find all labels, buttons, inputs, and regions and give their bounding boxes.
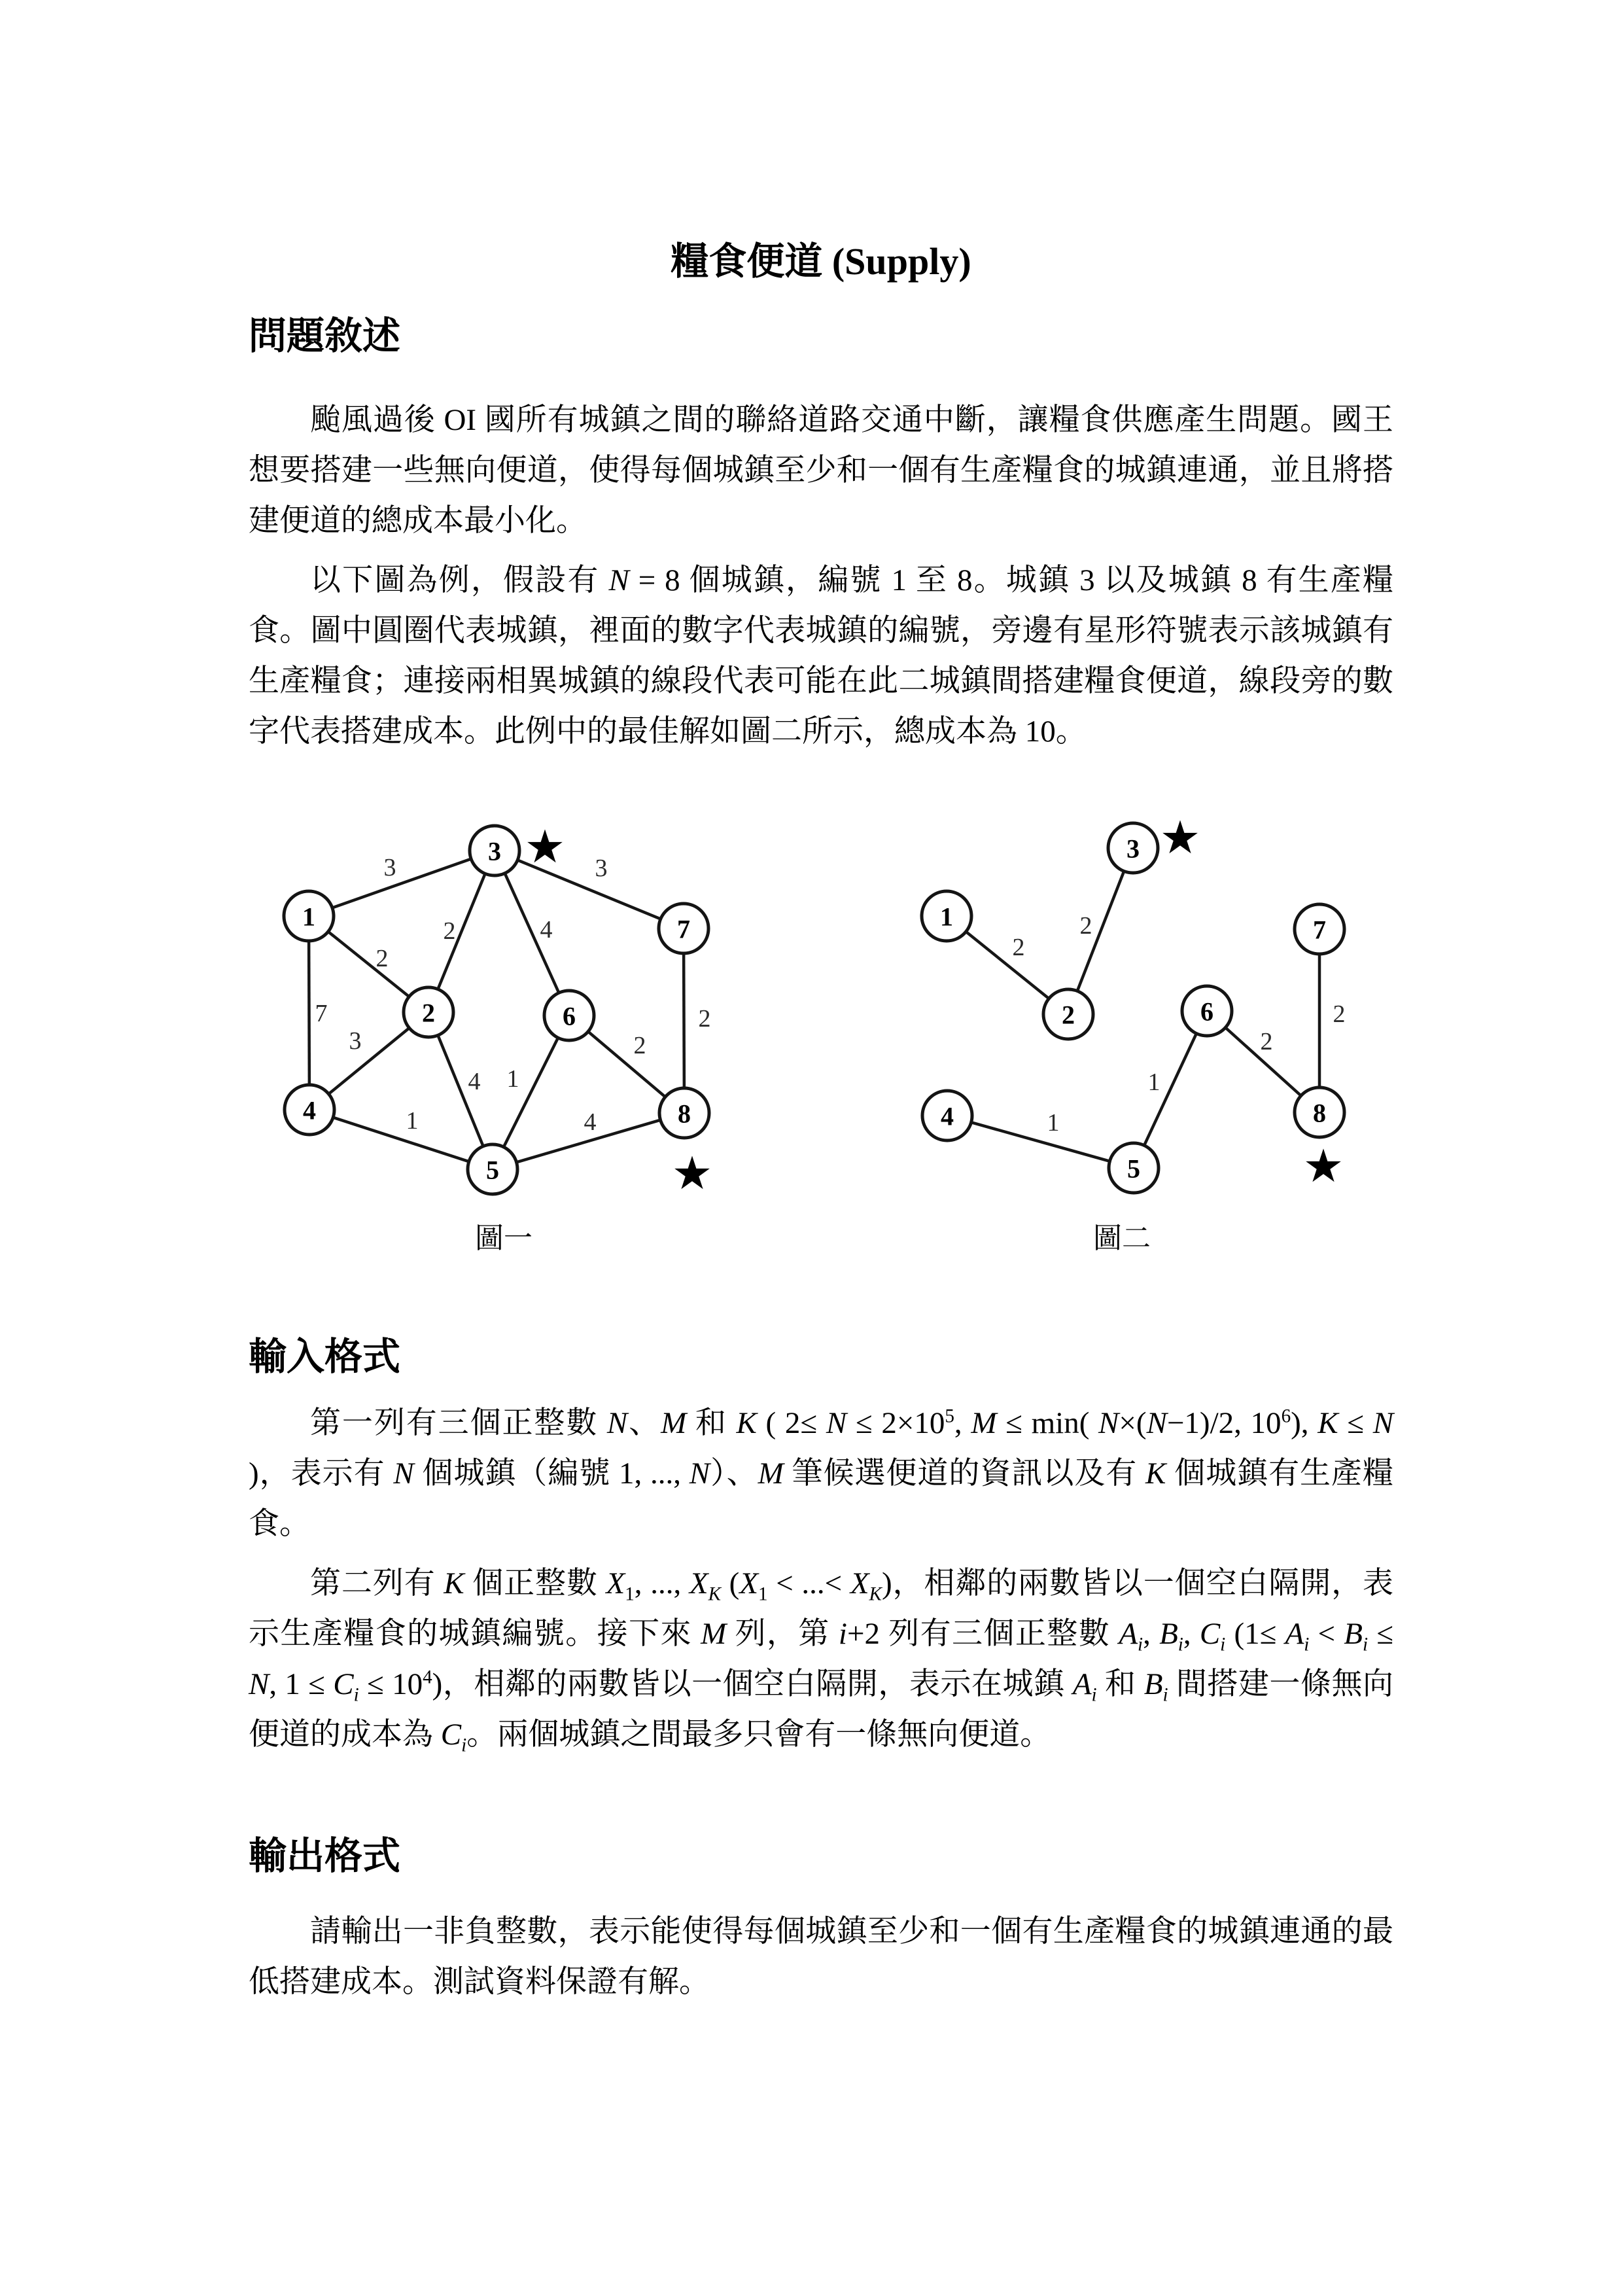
road-edge-4-5	[309, 1110, 493, 1169]
town-node-label-8: 8	[678, 1099, 691, 1129]
town-node-label-5: 5	[1127, 1154, 1140, 1184]
town-node-label-1: 1	[940, 902, 953, 932]
figure-1	[252, 788, 756, 1257]
town-node-label-1: 1	[302, 902, 315, 932]
town-node-label-7: 7	[1313, 915, 1326, 945]
edge-cost-label-4-5: 1	[1047, 1109, 1060, 1137]
problem-description-section	[249, 313, 1393, 758]
edge-cost-label-5-6: 1	[1147, 1069, 1161, 1097]
road-edge-1-3	[309, 851, 495, 916]
road-edge-2-3	[1068, 848, 1133, 1014]
figure-1-caption: 圖一	[475, 1222, 532, 1255]
town-node-label-7: 7	[677, 914, 690, 944]
problem-paragraph-2: 以下圖為例，假設有 N = 8 個城鎮，編號 1 至 8。城鎮 3 以及城鎮 8 有生產糧食。圖中圓圈代表城鎮，裡面的數字代表城鎮的編號，旁邊有星形符號表示該城鎮有生產糧食；連接兩相異城鎮的線段代表可能在此二城鎮間搭建糧食便道，線段旁的數字代表搭建成本。此例中的最佳解如圖二所示，總成本為 10。	[249, 563, 1393, 749]
food-producer-star-icon: ★	[671, 1146, 713, 1201]
edge-cost-label-3-7: 3	[595, 855, 608, 883]
edge-cost-label-3-6: 4	[540, 916, 553, 944]
food-producer-star-icon: ★	[1159, 811, 1201, 865]
edge-cost-label-2-5: 4	[468, 1068, 481, 1096]
problem-paragraph-1: 颱風過後 OI 國所有城鎮之間的聯絡道路交通中斷，讓糧食供應產生問題。國王想要搭建一些無向便道，使得每個城鎮至少和一個有生產糧食的城鎮連通，並且將搭建便道的總成本最小化。	[249, 403, 1393, 539]
town-node-label-8: 8	[1313, 1098, 1326, 1128]
figure-2-graph-canvas	[870, 788, 1374, 1217]
output-format-section	[249, 1833, 1393, 2007]
input-format-paragraph-1: 第一列有三個正整數 N、M 和 K ( $2\le N \le 2\times 10^5$, M ≤ min( N×(N−1)/2, $10^6$), K ≤ N )，表示有 N 個城鎮（編號 1, ..., N）、M 筆候選便道的資訊以及有 K 個城鎮有生產糧食。	[249, 1405, 1394, 1541]
town-node-label-3: 3	[1126, 834, 1140, 864]
output-format-paragraph-1: 請輸出一非負整數，表示能使得每個城鎮至少和一個有生產糧食的城鎮連通的最低搭建成本。測試資料保證有解。	[249, 1914, 1393, 1999]
edge-cost-label-1-2: 2	[1012, 934, 1025, 962]
edge-cost-label-2-3: 2	[443, 917, 456, 945]
road-edge-4-5	[947, 1116, 1134, 1168]
edge-cost-label-2-4: 3	[349, 1027, 362, 1055]
input-format-heading: 輸入格式	[249, 1335, 401, 1379]
figure-2-caption: 圖二	[1093, 1222, 1151, 1255]
town-node-label-3: 3	[488, 836, 501, 866]
food-producer-star-icon: ★	[1302, 1139, 1344, 1193]
edge-cost-label-1-4: 7	[315, 1000, 328, 1028]
figure-1-graph-canvas	[252, 788, 756, 1217]
town-node-label-2: 2	[1062, 1000, 1075, 1030]
edge-cost-label-5-8: 4	[584, 1108, 597, 1137]
edge-cost-label-7-8: 2	[698, 1005, 711, 1033]
town-node-label-6: 6	[563, 1001, 576, 1031]
edge-cost-label-1-2: 2	[375, 945, 389, 973]
problem-description-heading: 問題敘述	[249, 314, 401, 357]
town-node-label-4: 4	[303, 1095, 316, 1125]
edge-cost-label-1-3: 3	[383, 854, 396, 882]
town-node-label-6: 6	[1200, 997, 1213, 1027]
figure-2	[870, 788, 1374, 1257]
food-producer-star-icon: ★	[524, 820, 566, 874]
input-format-paragraph-2: 第二列有 K 個正整數 $X_1$, ..., $X_K$ ($X_1$ < ...< $X_K$)，相鄰的兩數皆以一個空白隔開，表示生產糧食的城鎮編號。接下來 M 列，第 i+2 列有三個正整數 $A_i$, $B_i$, $C_i$ ($1\le A_i < B_i \le N$, $1 \le C_i \le 10^4$)，相鄰的兩數皆以一個空白隔開，表示在城鎮 $A_i$ 和 $B_i$ 間搭建一條無向便道的成本為 $C_i$。兩個城鎮之間最多只會有一條無向便道。	[249, 1566, 1394, 1756]
example-figures-row	[252, 788, 1393, 1257]
edge-cost-label-5-6: 1	[506, 1065, 519, 1093]
edge-cost-label-4-5: 1	[406, 1107, 419, 1135]
town-node-label-4: 4	[941, 1101, 954, 1131]
document-title: 糧食便道 (Supply)	[671, 240, 971, 283]
town-node-label-5: 5	[486, 1155, 499, 1185]
edge-cost-label-6-8: 2	[633, 1032, 646, 1060]
edge-cost-label-7-8: 2	[1333, 1000, 1346, 1029]
edge-cost-label-6-8: 2	[1260, 1028, 1273, 1056]
output-format-heading: 輸出格式	[249, 1834, 401, 1877]
edge-cost-label-2-3: 2	[1079, 912, 1092, 940]
input-format-section	[249, 1334, 1393, 1760]
town-node-label-2: 2	[422, 998, 435, 1028]
